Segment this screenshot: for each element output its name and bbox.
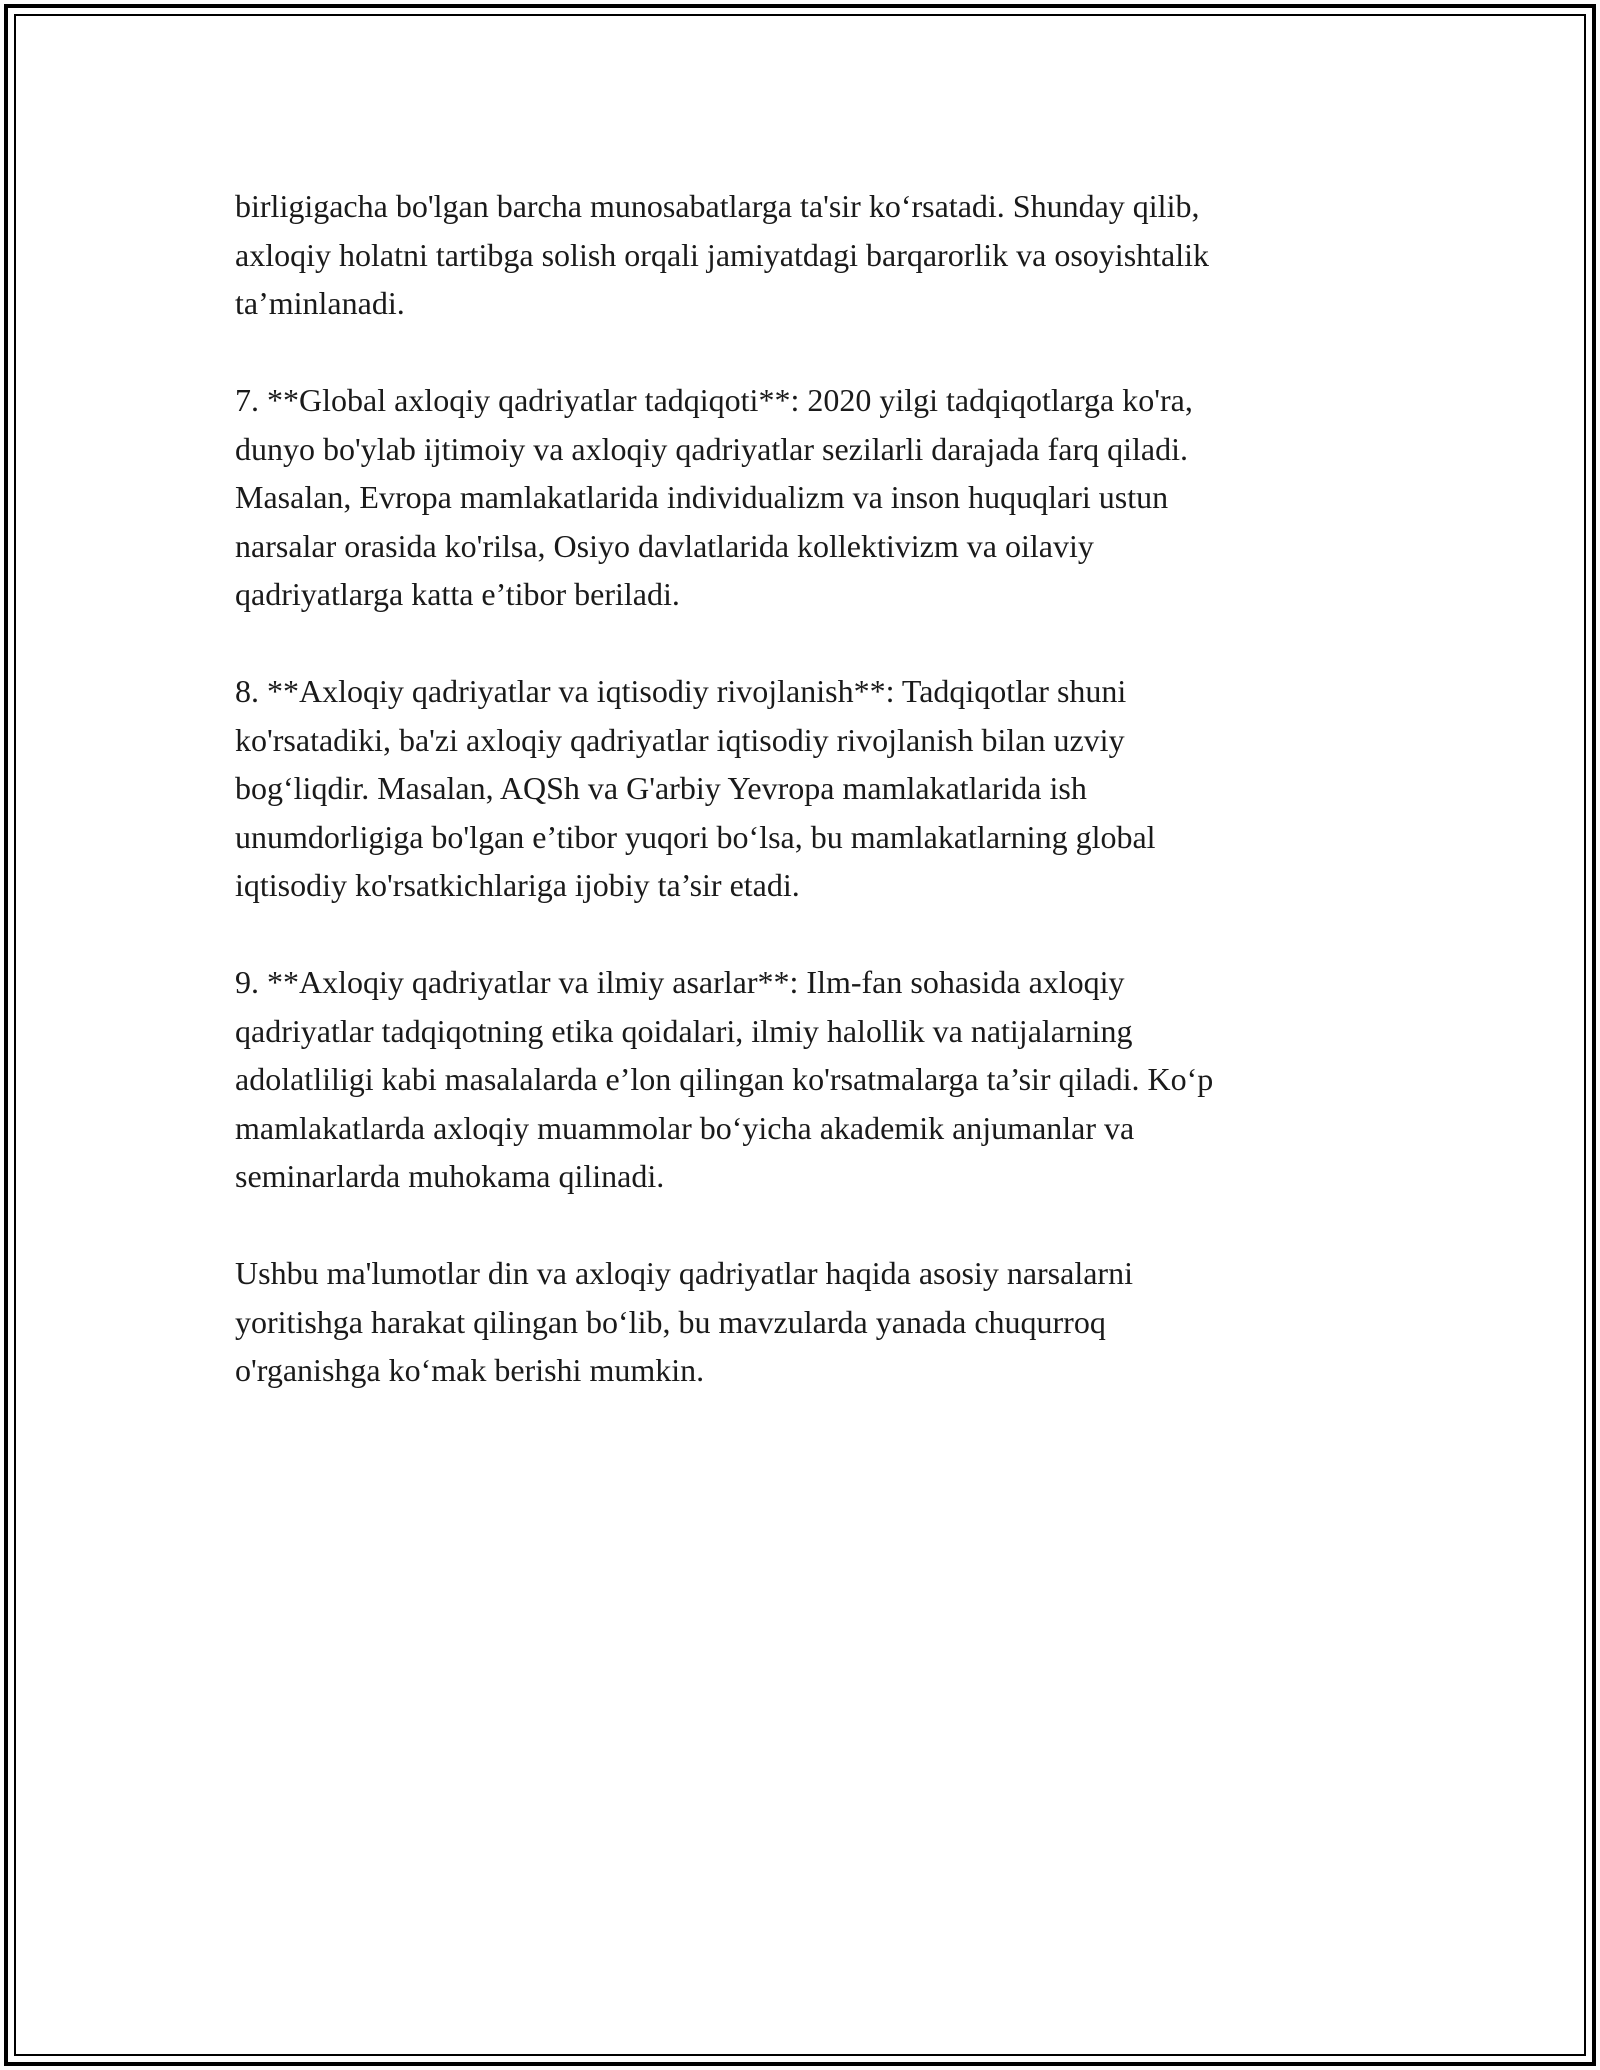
paragraph-line: 9. **Axloqiy qadriyatlar va ilmiy asarlar**: Ilm-fan sohasida axloqiy [235, 964, 1125, 1000]
paragraph-item-8 [235, 667, 1405, 910]
paragraph-line: narsalar orasida ko'rilsa, Osiyo davlatlarida kollektivizm va oilaviy [235, 527, 1094, 564]
paragraph-line: Ushbu ma'lumotlar din va axloqiy qadriyatlar haqida asosiy narsalarni [235, 1255, 1133, 1291]
paragraph-line: yoritishga harakat qilingan bo‘lib, bu mavzularda yanada chuqurroq [235, 1303, 1106, 1340]
paragraph-line: qadriyatlarga katta e’tibor beriladi. [235, 576, 680, 612]
paragraph-line: 7. **Global axloqiy qadriyatlar tadqiqoti**: 2020 yilgi tadqiqotlarga ko'ra, [235, 382, 1193, 418]
paragraph-item-9 [235, 958, 1405, 1201]
paragraph-line: axloqiy holatni tartibga solish orqali jamiyatdagi barqarorlik va osoyishtalik [235, 236, 1210, 273]
paragraph-item-7 [235, 376, 1405, 619]
paragraph-line: qadriyatlar tadqiqotning etika qoidalari, ilmiy halollik va natijalarning [235, 1012, 1133, 1049]
document-body [235, 182, 1405, 1443]
paragraph-line: adolatliligi kabi masalalarda e’lon qilingan ko'rsatmalarga ta’sir qiladi. Ko‘p [235, 1061, 1214, 1097]
paragraph-line: bog‘liqdir. Masalan, AQSh va G'arbiy Yevropa mamlakatlarida ish [235, 770, 1087, 806]
paragraph-line: ko'rsatadiki, ba'zi axloqiy qadriyatlar iqtisodiy rivojlanish bilan uzviy [235, 721, 1125, 758]
paragraph-intro-continuation [235, 182, 1405, 328]
paragraph-conclusion [235, 1249, 1405, 1395]
paragraph-line: unumdorligiga bo'lgan e’tibor yuqori bo‘lsa, bu mamlakatlarning global [235, 818, 1156, 855]
paragraph-line: dunyo bo'ylab ijtimoiy va axloqiy qadriyatlar sezilarli darajada farq qiladi. [235, 430, 1189, 467]
paragraph-line: o'rganishga ko‘mak berishi mumkin. [235, 1352, 705, 1388]
paragraph-line: birligigacha bo'lgan barcha munosabatlarga ta'sir ko‘rsatadi. Shunday qilib, [235, 188, 1200, 224]
paragraph-line: ta’minlanadi. [235, 285, 405, 321]
paragraph-line: iqtisodiy ko'rsatkichlariga ijobiy ta’sir etadi. [235, 867, 800, 903]
paragraph-line: Masalan, Evropa mamlakatlarida individualizm va inson huquqlari ustun [235, 479, 1169, 515]
paragraph-line: mamlakatlarda axloqiy muammolar bo‘yicha akademik anjumanlar va [235, 1109, 1135, 1146]
paragraph-line: 8. **Axloqiy qadriyatlar va iqtisodiy rivojlanish**: Tadqiqotlar shuni [235, 673, 1127, 709]
paragraph-line: seminarlarda muhokama qilinadi. [235, 1158, 665, 1194]
